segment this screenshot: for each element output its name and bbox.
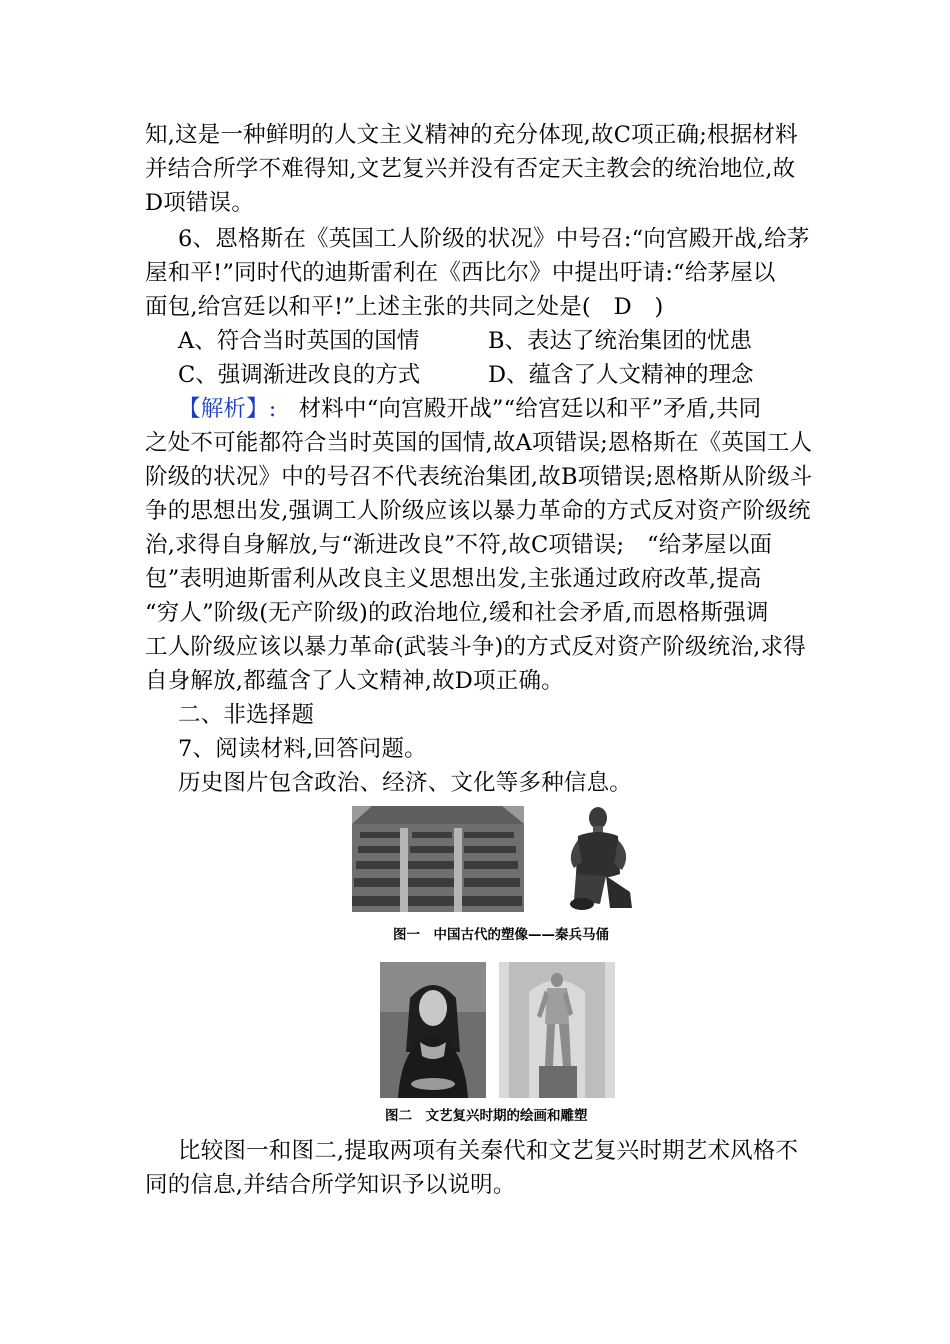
question-7-intro: 历史图片包含政治、经济、文化等多种信息。 [178, 770, 633, 796]
david-statue-photo [499, 962, 615, 1098]
analysis-line: 工人阶级应该以暴力革命(武装斗争)的方式反对资产阶级统治,求得 [145, 634, 806, 660]
option-b: B、表达了统治集团的忧患 [488, 328, 753, 354]
option-d: D、蕴含了人文精神的理念 [488, 362, 754, 388]
question-6-line: 屋和平!”同时代的迪斯雷利在《西比尔》中提出吁请:“给茅屋以 [145, 260, 776, 286]
analysis-line: 争的思想出发,强调工人阶级应该以暴力革命的方式反对资产阶级统 [145, 498, 811, 524]
mona-lisa-photo [380, 962, 486, 1098]
analysis-text: 材料中“向宫殿开战”“给宫廷以和平”矛盾,共同 [298, 396, 762, 422]
question-6-line: 6、恩格斯在《英国工人阶级的状况》中号召:“向宫殿开战,给茅 [178, 226, 810, 252]
question-7-prompt-line: 比较图一和图二,提取两项有关秦代和文艺复兴时期艺术风格不 [178, 1138, 799, 1164]
analysis-label: 【解析】: [178, 396, 277, 422]
option-c: C、强调渐进改良的方式 [178, 362, 421, 388]
text-line: 并结合所学不难得知,文艺复兴并没有否定天主教会的统治地位,故 [145, 156, 796, 182]
option-a: A、符合当时英国的国情 [178, 328, 420, 354]
question-7-title: 7、阅读材料,回答问题。 [178, 736, 427, 762]
terracotta-army-photo [352, 806, 524, 912]
text-line: D项错误。 [145, 190, 255, 216]
figure-2-caption: 图二 文艺复兴时期的绘画和雕塑 [385, 1108, 588, 1124]
analysis-line: “穷人”阶级(无产阶级)的政治地位,缓和社会矛盾,而恩格斯强调 [145, 600, 769, 626]
analysis-first-line [178, 392, 843, 426]
question-7-prompt-line: 同的信息,并结合所学知识予以说明。 [145, 1172, 516, 1198]
figure-1-caption: 图一 中国古代的塑像——秦兵马俑 [393, 927, 609, 943]
section-heading: 二、非选择题 [178, 702, 315, 728]
text-line: 知,这是一种鲜明的人文主义精神的充分体现,故C项正确;根据材料 [145, 122, 798, 148]
analysis-line: 包”表明迪斯雷利从改良主义思想出发,主张通过政府改革,提高 [145, 566, 762, 592]
analysis-line: 之处不可能都符合当时英国的国情,故A项错误;恩格斯在《英国工人 [145, 430, 813, 456]
analysis-line: 阶级的状况》中的号召不代表统治集团,故B项错误;恩格斯从阶级斗 [145, 464, 813, 490]
analysis-line: 治,求得自身解放,与“渐进改良”不符,故C项错误; “给茅屋以面 [145, 532, 773, 558]
question-6-line: 面包,给宫廷以和平!”上述主张的共同之处是( D ) [145, 294, 664, 320]
analysis-line: 自身解放,都蕴含了人文精神,故D项正确。 [145, 668, 564, 694]
kneeling-archer-photo [560, 804, 638, 916]
